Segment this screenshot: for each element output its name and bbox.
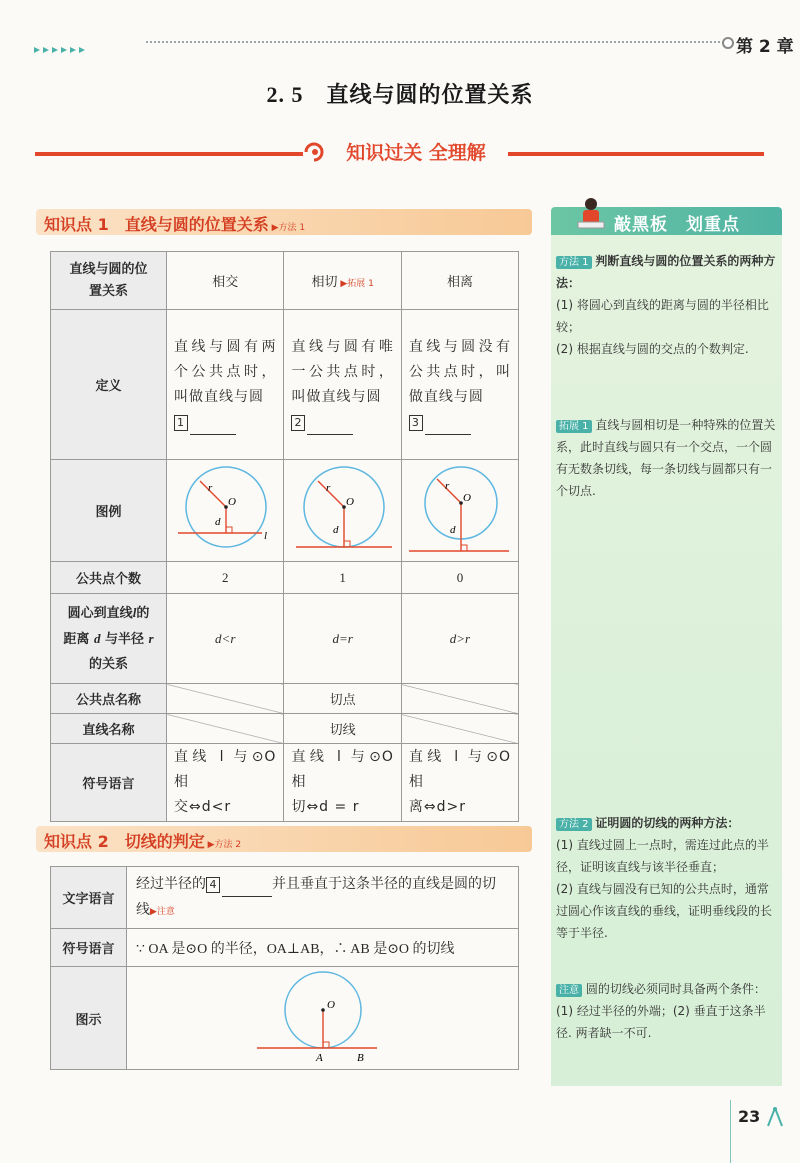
col-intersect: 相交: [167, 252, 284, 310]
svg-text:O: O: [326, 999, 335, 1011]
distance-label: 圆心到直线l的 距离 d 与半径 r 的关系: [51, 594, 167, 684]
separate-diagram: [405, 463, 515, 555]
sidebar-block-method1: 方法 1 判断直线与圆的位置关系的两种方法： (1) 将圆心到直线的距离与圆的半径相比较； (2) 根据直线与圆的交点的个数判定.: [556, 254, 776, 356]
definition-separate: 直线与圆没有公共点时，叫做直线与圆 3: [401, 310, 518, 460]
figure-label-2: 图示: [51, 967, 127, 1070]
point-name-intersect-empty: [167, 684, 284, 714]
line-name-separate-empty: [401, 714, 518, 744]
svg-text:d: d: [215, 515, 221, 528]
position-relation-table: [50, 251, 519, 822]
svg-text:B: B: [356, 1052, 364, 1064]
tag-badge: 方法 1: [556, 256, 592, 269]
col-separate: 相离: [401, 252, 518, 310]
banner-title: 知识过关 全理解: [346, 142, 486, 164]
point-name-separate-empty: [401, 684, 518, 714]
symbol-language-content: ∵ OA 是⊙O 的半径，OA⊥AB，∴ AB 是⊙O 的切线: [127, 929, 519, 967]
svg-text:O: O: [228, 495, 237, 508]
relation-intersect: d<r: [167, 594, 284, 684]
svg-text:r: r: [208, 481, 213, 494]
symbol-tangent: 直线 l 与⊙O 相 切⇔d = r: [284, 744, 401, 822]
figure-label: 图例: [51, 460, 167, 562]
count-separate: 0: [401, 562, 518, 594]
sidebar-block-note: 注意 圆的切线必须同时具备两个条件：(1) 经过半径的外端；(2) 垂直于这条半径. 两者缺一不可.: [556, 982, 766, 1040]
count-label: 公共点个数: [51, 562, 167, 594]
page-title: 2. 5 直线与圆的位置关系: [266, 82, 534, 107]
svg-text:l: l: [264, 529, 268, 542]
banner-line-left: [35, 152, 303, 156]
sidebar-block-method2: 方法 2 证明圆的切线的两种方法： (1) 直线过圆上一点时，需连过此点的半径，证明该直线与该半径垂直； (2) 直线与圆没有已知的公共点时，通常过圆心作该直线的垂线，证明垂线段的长等于半径.: [556, 816, 773, 940]
tangent-criterion-diagram: [253, 968, 393, 1064]
text-language-label: 文字语言: [51, 867, 127, 929]
symbol-language-label: 符号语言: [51, 929, 127, 967]
line-name-tangent: 切线: [284, 714, 401, 744]
svg-text:O: O: [462, 491, 471, 504]
section2-title: 知识点 2 切线的判定 ▶方法 2: [44, 832, 242, 851]
page-number: 23: [738, 1107, 761, 1126]
table1-head-cell: 直线与圆的位置关系: [51, 252, 167, 310]
banner-line-right: [508, 152, 764, 156]
figure-intersect: [167, 460, 284, 562]
section1-title: 知识点 1 直线与圆的位置关系 ▶方法 1: [44, 215, 306, 234]
section1-tag: ▶方法 1: [268, 223, 306, 233]
page-edge-line: [730, 1100, 731, 1163]
definition-tangent: 直线与圆有唯一公共点时，叫做直线与圆 2: [284, 310, 401, 460]
swirl-icon: [302, 140, 328, 164]
tangent-diagram: [288, 463, 398, 555]
tangent-criterion-table: [50, 866, 519, 1070]
compass-icon: [764, 1106, 786, 1132]
section1-header: [36, 209, 532, 235]
tag-badge: 方法 2: [556, 818, 592, 831]
figure-separate: [401, 460, 518, 562]
relation-separate: d>r: [401, 594, 518, 684]
symbol-intersect: 直线 l 与⊙O 相 交⇔d<r: [167, 744, 284, 822]
svg-text:A: A: [315, 1052, 323, 1064]
svg-text:r: r: [325, 481, 330, 494]
svg-text:d: d: [449, 523, 456, 536]
header-arrows-decoration: [34, 38, 146, 44]
line-name-intersect-empty: [167, 714, 284, 744]
symbol-label: 符号语言: [51, 744, 167, 822]
svg-text:d: d: [332, 523, 339, 536]
count-intersect: 2: [167, 562, 284, 594]
figure-tangent: [284, 460, 401, 562]
section2-tag: ▶方法 2: [204, 840, 242, 850]
section2-header: [36, 826, 532, 852]
tag-badge: 拓展 1: [556, 420, 592, 433]
relation-tangent: d=r: [284, 594, 401, 684]
count-tangent: 1: [284, 562, 401, 594]
header-dot-end: [722, 37, 734, 49]
text-language-content: 经过半径的 4 并且垂直于这条半径的直线是圆的切 线▶注意: [127, 867, 519, 929]
point-name-tangent: 切点: [284, 684, 401, 714]
col-tangent: 相切 ▶拓展 1: [284, 252, 401, 310]
tangent-criterion-figure: [127, 967, 519, 1070]
definition-label: 定义: [51, 310, 167, 460]
header-dotted-line: [146, 41, 724, 43]
tag-badge: 注意: [556, 984, 582, 997]
teacher-icon: [574, 196, 608, 232]
sidebar-block-extension1: 拓展 1 直线与圆相切是一种特殊的位置关系，此时直线与圆只有一个交点，一个圆有无数条切线，每一条切线与圆都只有一个切点.: [556, 418, 776, 498]
sidebar-title: 敲黑板 划重点: [614, 215, 740, 235]
line-name-label: 直线名称: [51, 714, 167, 744]
definition-intersect: 直线与圆有两个公共点时，叫做直线与圆 1: [167, 310, 284, 460]
svg-text:O: O: [345, 495, 354, 508]
svg-text:r: r: [444, 479, 450, 492]
chapter-label: 第 2 章: [736, 37, 794, 57]
intersect-diagram: [170, 463, 280, 555]
symbol-separate: 直线 l 与⊙O 相 离⇔d>r: [401, 744, 518, 822]
point-name-label: 公共点名称: [51, 684, 167, 714]
